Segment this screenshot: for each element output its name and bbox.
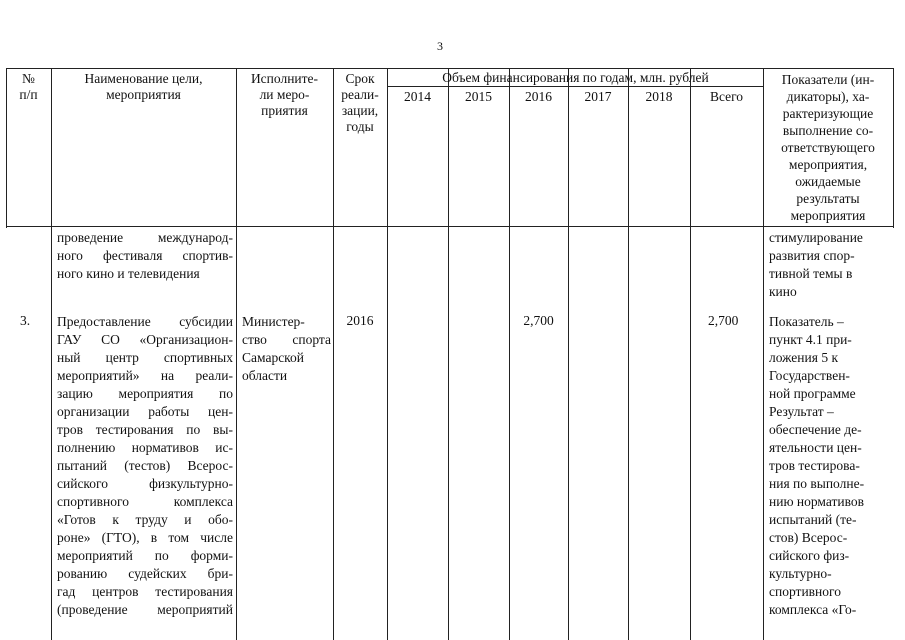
text-line: тров тестирования по вы- — [57, 422, 233, 437]
col-border-5 — [448, 68, 449, 640]
continued-row-indicators — [769, 229, 891, 301]
text-line: пункт 4.1 при- — [769, 332, 852, 347]
row3-name — [57, 313, 233, 619]
header-text: Срок — [345, 71, 375, 86]
text-line: Показатель – — [769, 314, 844, 329]
text-line: развития спор- — [769, 248, 855, 263]
text-line: ство спорта — [242, 332, 331, 347]
header-text: выполнение со- — [782, 123, 874, 138]
header-text: ответствующего — [781, 140, 875, 155]
row3-executor — [242, 313, 331, 385]
text-line: «Готов к труду и обо- — [57, 512, 233, 527]
header-text: зации, — [341, 103, 379, 118]
header-text: Наименование цели, — [84, 71, 203, 86]
text-line: пытаний (тестов) Всерос- — [57, 458, 233, 473]
text-line: зацию мероприятия по — [57, 386, 233, 401]
header-year-2015: 2015 — [465, 89, 492, 104]
text-line: нию нормативов — [769, 494, 865, 509]
col-border-2 — [236, 68, 237, 640]
text-line: комплекса «Го- — [769, 602, 857, 617]
text-line: гад центров тестирования — [57, 584, 233, 599]
text-line: сийского физкультурно- — [57, 476, 233, 491]
text-line: Министер- — [242, 314, 305, 329]
header-term-cell — [333, 71, 387, 135]
col-border-11 — [893, 68, 894, 228]
row3-total: 2,700 — [708, 313, 739, 328]
text-line: ный центр спортивных — [57, 350, 233, 365]
text-line: рованию судейских бри- — [57, 566, 233, 581]
col-border-9 — [690, 68, 691, 640]
header-text: Исполните- — [250, 71, 319, 86]
text-line: Государствен- — [769, 368, 850, 383]
header-executor-cell — [236, 71, 333, 119]
text-line: мероприятий» на реали- — [57, 368, 233, 383]
header-name-cell — [51, 71, 236, 103]
header-text: годы — [346, 119, 374, 134]
text-line: Самарской — [242, 350, 305, 365]
header-text: мероприятия — [790, 208, 866, 223]
header-text: мероприятия, — [788, 157, 868, 172]
page-number: 3 — [437, 39, 443, 53]
text-line: стов) Всерос- — [769, 530, 848, 545]
text-line: тивной темы в — [769, 266, 853, 281]
text-line: ного фестиваля спортив- — [57, 248, 233, 263]
col-border-7 — [568, 68, 569, 640]
header-year-2018: 2018 — [645, 89, 673, 104]
text-line: спортивного комплекса — [57, 494, 233, 509]
header-number-cell — [6, 71, 51, 103]
text-line: культурно- — [769, 566, 832, 581]
text-line: организации работы цен- — [57, 404, 233, 419]
continued-row-name — [57, 229, 233, 283]
text-line: тров тестирова- — [769, 458, 860, 473]
text-line: кино — [769, 284, 797, 299]
text-line: ложения 5 к — [769, 350, 839, 365]
header-text: мероприятия — [106, 87, 181, 102]
row3-amount-2016: 2,700 — [523, 313, 554, 328]
header-year-2017: 2017 — [584, 89, 612, 104]
header-text: Показатели (ин- — [781, 72, 875, 87]
header-text: дикаторы), ха- — [786, 89, 870, 104]
header-indicators-cell — [763, 71, 893, 224]
header-text: п/п — [19, 87, 38, 102]
col-border-3 — [333, 68, 334, 640]
header-text: реали- — [341, 87, 379, 102]
text-line: роне» (ГТО), в том числе — [57, 530, 233, 545]
header-year-2016: 2016 — [525, 89, 552, 104]
table-top-border — [6, 68, 894, 69]
header-finance-cell: Объем финансирования по годам, млн. рублей — [442, 70, 709, 85]
header-text: рактеризующие — [782, 106, 874, 121]
header-text: приятия — [261, 103, 308, 118]
text-line: сийского физ- — [769, 548, 850, 563]
text-line: проведение международ- — [57, 230, 233, 245]
text-line: области — [242, 368, 288, 383]
row3-indicators — [769, 313, 891, 619]
text-line: ного кино и телевидения — [57, 266, 200, 281]
text-line: спортивного — [769, 584, 841, 599]
header-bottom-border — [6, 226, 894, 227]
finance-header-divider — [387, 86, 764, 87]
text-line: (проведение мероприятий — [57, 602, 233, 617]
col-border-4 — [387, 68, 388, 640]
text-line: обеспечение де- — [769, 422, 862, 437]
text-line: ятельности цен- — [769, 440, 862, 455]
header-text: № — [22, 71, 35, 86]
col-border-6 — [509, 68, 510, 640]
text-line: Предоставление субсидии — [57, 314, 233, 329]
text-line: Результат – — [769, 404, 834, 419]
row3-term: 2016 — [346, 313, 374, 328]
text-line: мероприятий по форми- — [57, 548, 233, 563]
header-text: ожидаемые — [795, 174, 861, 189]
text-line: испытаний (те- — [769, 512, 857, 527]
header-text: ли меро- — [259, 87, 310, 102]
text-line: полнению нормативов ис- — [57, 440, 233, 455]
col-border-8 — [628, 68, 629, 640]
text-line: ния по выполне- — [769, 476, 865, 491]
row3-number: 3. — [20, 313, 31, 328]
col-border-1 — [51, 68, 52, 640]
header-year-total: Всего — [709, 89, 744, 104]
header-year-2014: 2014 — [404, 89, 431, 104]
header-text: результаты — [796, 191, 860, 206]
text-line: ГАУ СО «Организацион- — [57, 332, 233, 347]
text-line: стимулирование — [769, 230, 863, 245]
text-line: ной программе — [769, 386, 856, 401]
